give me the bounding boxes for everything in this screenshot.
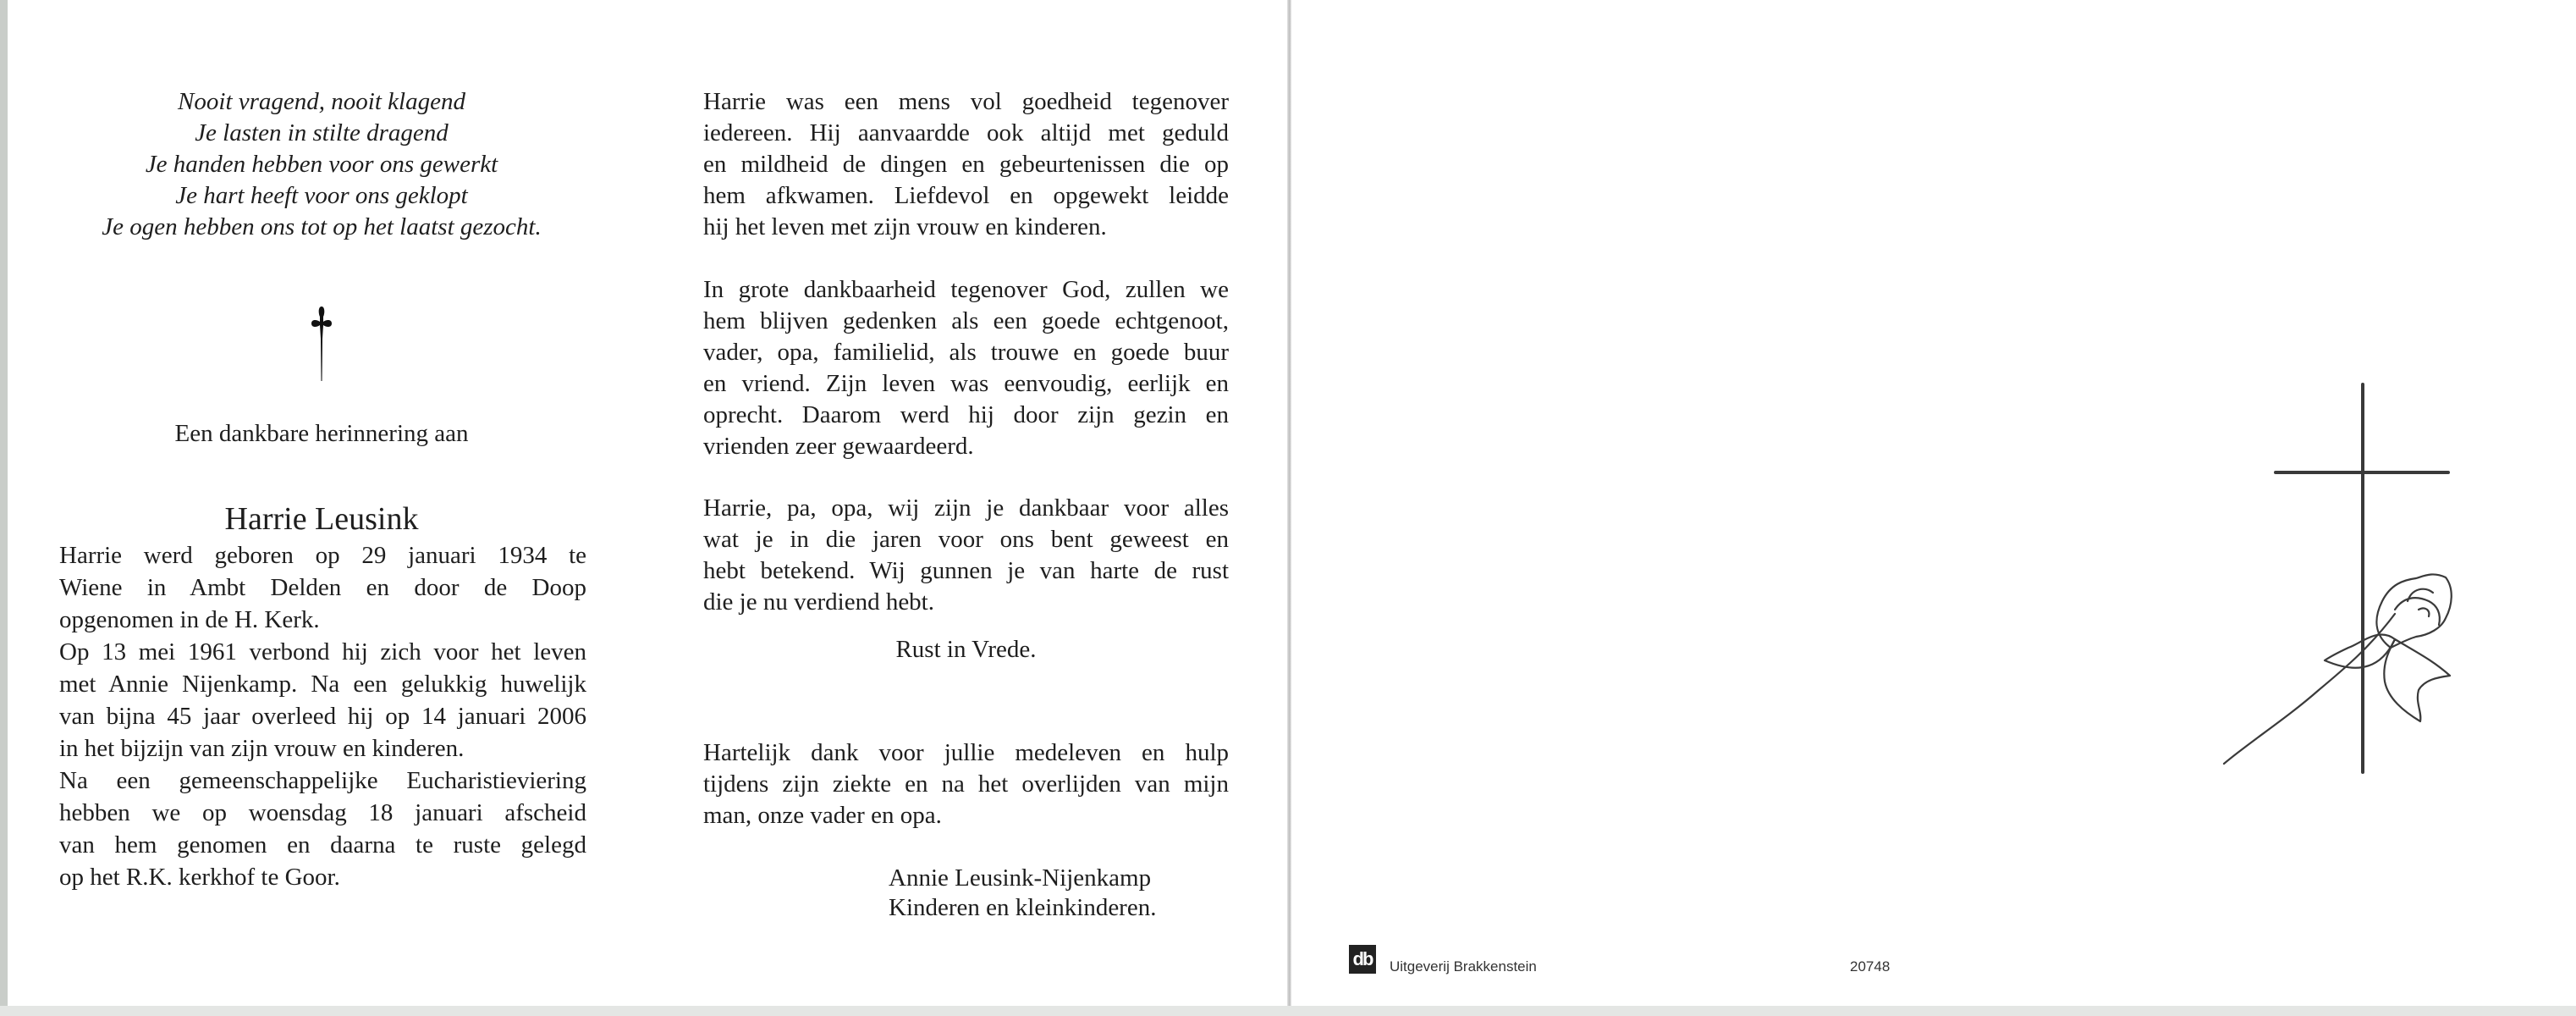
paragraph-line: hem afkwamen. Liefdevol en opgewekt leidde <box>703 182 1229 209</box>
paragraph-line: Harrie, pa, opa, wij zijn je dankbaar voor alles <box>703 494 1229 522</box>
intro-text: Een dankbare herinnering aan <box>174 420 469 447</box>
biography-line: Op 13 mei 1961 verbond hij zich voor het leven <box>59 638 586 665</box>
paragraph-line: hij het leven met zijn vrouw en kinderen. <box>703 213 1107 240</box>
card-fold <box>1287 0 1291 1016</box>
thanks-line: tijdens zijn ziekte en na het overlijden van mijn <box>703 770 1229 798</box>
paragraph-line: vrienden zeer gewaardeerd. <box>703 433 974 460</box>
paragraph-line: iedereen. Hij aanvaardde ook altijd met geduld <box>703 119 1229 146</box>
biography-line: met Annie Nijenkamp. Na een gelukkig huwelijk <box>59 671 586 698</box>
publisher-logo-text: db <box>1352 948 1373 969</box>
biography-line: op het R.K. kerkhof te Goor. <box>59 864 340 891</box>
paragraph-line: en mildheid de dingen en gebeurtenissen die op <box>703 151 1229 178</box>
paragraph-line: oprecht. Daarom werd hij door zijn gezin en <box>703 401 1229 428</box>
poem-line: Je hart heeft voor ons geklopt <box>175 182 468 209</box>
poem-line: Nooit vragend, nooit klagend <box>178 88 465 115</box>
paragraph-line: die je nu verdiend hebt. <box>703 588 934 616</box>
scan-edge-bottom <box>0 1006 2576 1016</box>
biography-line: Wiene in Ambt Delden en door de Doop <box>59 574 586 601</box>
biography-line: van hem genomen en daarna te ruste gelegd <box>59 831 586 859</box>
deceased-name: Harrie Leusink <box>224 501 419 537</box>
paragraph-line: vader, opa, familielid, als trouwe en goede buur <box>703 339 1229 366</box>
biography-line: hebben we op woensdag 18 januari afscheid <box>59 799 586 826</box>
biography-line: in het bijzijn van zijn vrouw en kinderen. <box>59 735 465 762</box>
paragraph-line: hem blijven gedenken als een goede echtgenoot, <box>703 307 1229 334</box>
signature-line: Annie Leusink-Nijenkamp <box>889 864 1152 892</box>
poem-line: Je handen hebben voor ons gewerkt <box>145 151 498 178</box>
paragraph-line: en vriend. Zijn leven was eenvoudig, eerlijk en <box>703 370 1229 397</box>
card-number: 20748 <box>1850 958 1891 975</box>
paragraph-line: hebt betekend. Wij gunnen je van harte de rust <box>703 557 1229 584</box>
signature-line: Kinderen en kleinkinderen. <box>889 894 1157 921</box>
rest-in-peace: Rust in Vrede. <box>895 636 1037 663</box>
biography-line: opgenomen in de H. Kerk. <box>59 606 320 633</box>
scan-edge-left <box>0 0 8 1016</box>
biography-line: Na een gemeenschappelijke Eucharistieviering <box>59 767 586 794</box>
paragraph-line: In grote dankbaarheid tegenover God, zullen we <box>703 276 1229 303</box>
thanks-line: Hartelijk dank voor jullie medeleven en hulp <box>703 739 1229 766</box>
cross-with-rose-icon <box>2200 356 2488 796</box>
poem-line: Je lasten in stilte dragend <box>195 119 449 146</box>
publisher-logo <box>1349 945 1376 974</box>
paragraph-line: wat je in die jaren voor ons bent geweest en <box>703 526 1229 553</box>
biography-line: Harrie werd geboren op 29 januari 1934 te <box>59 542 586 569</box>
cross-icon <box>305 305 339 383</box>
publisher-name: Uitgeverij Brakkenstein <box>1390 958 1537 975</box>
poem-line: Je ogen hebben ons tot op het laatst gezocht. <box>102 213 542 240</box>
paragraph-line: Harrie was een mens vol goedheid tegenover <box>703 88 1229 115</box>
biography-line: van bijna 45 jaar overleed hij op 14 januari 2006 <box>59 703 586 730</box>
thanks-line: man, onze vader en opa. <box>703 802 942 829</box>
